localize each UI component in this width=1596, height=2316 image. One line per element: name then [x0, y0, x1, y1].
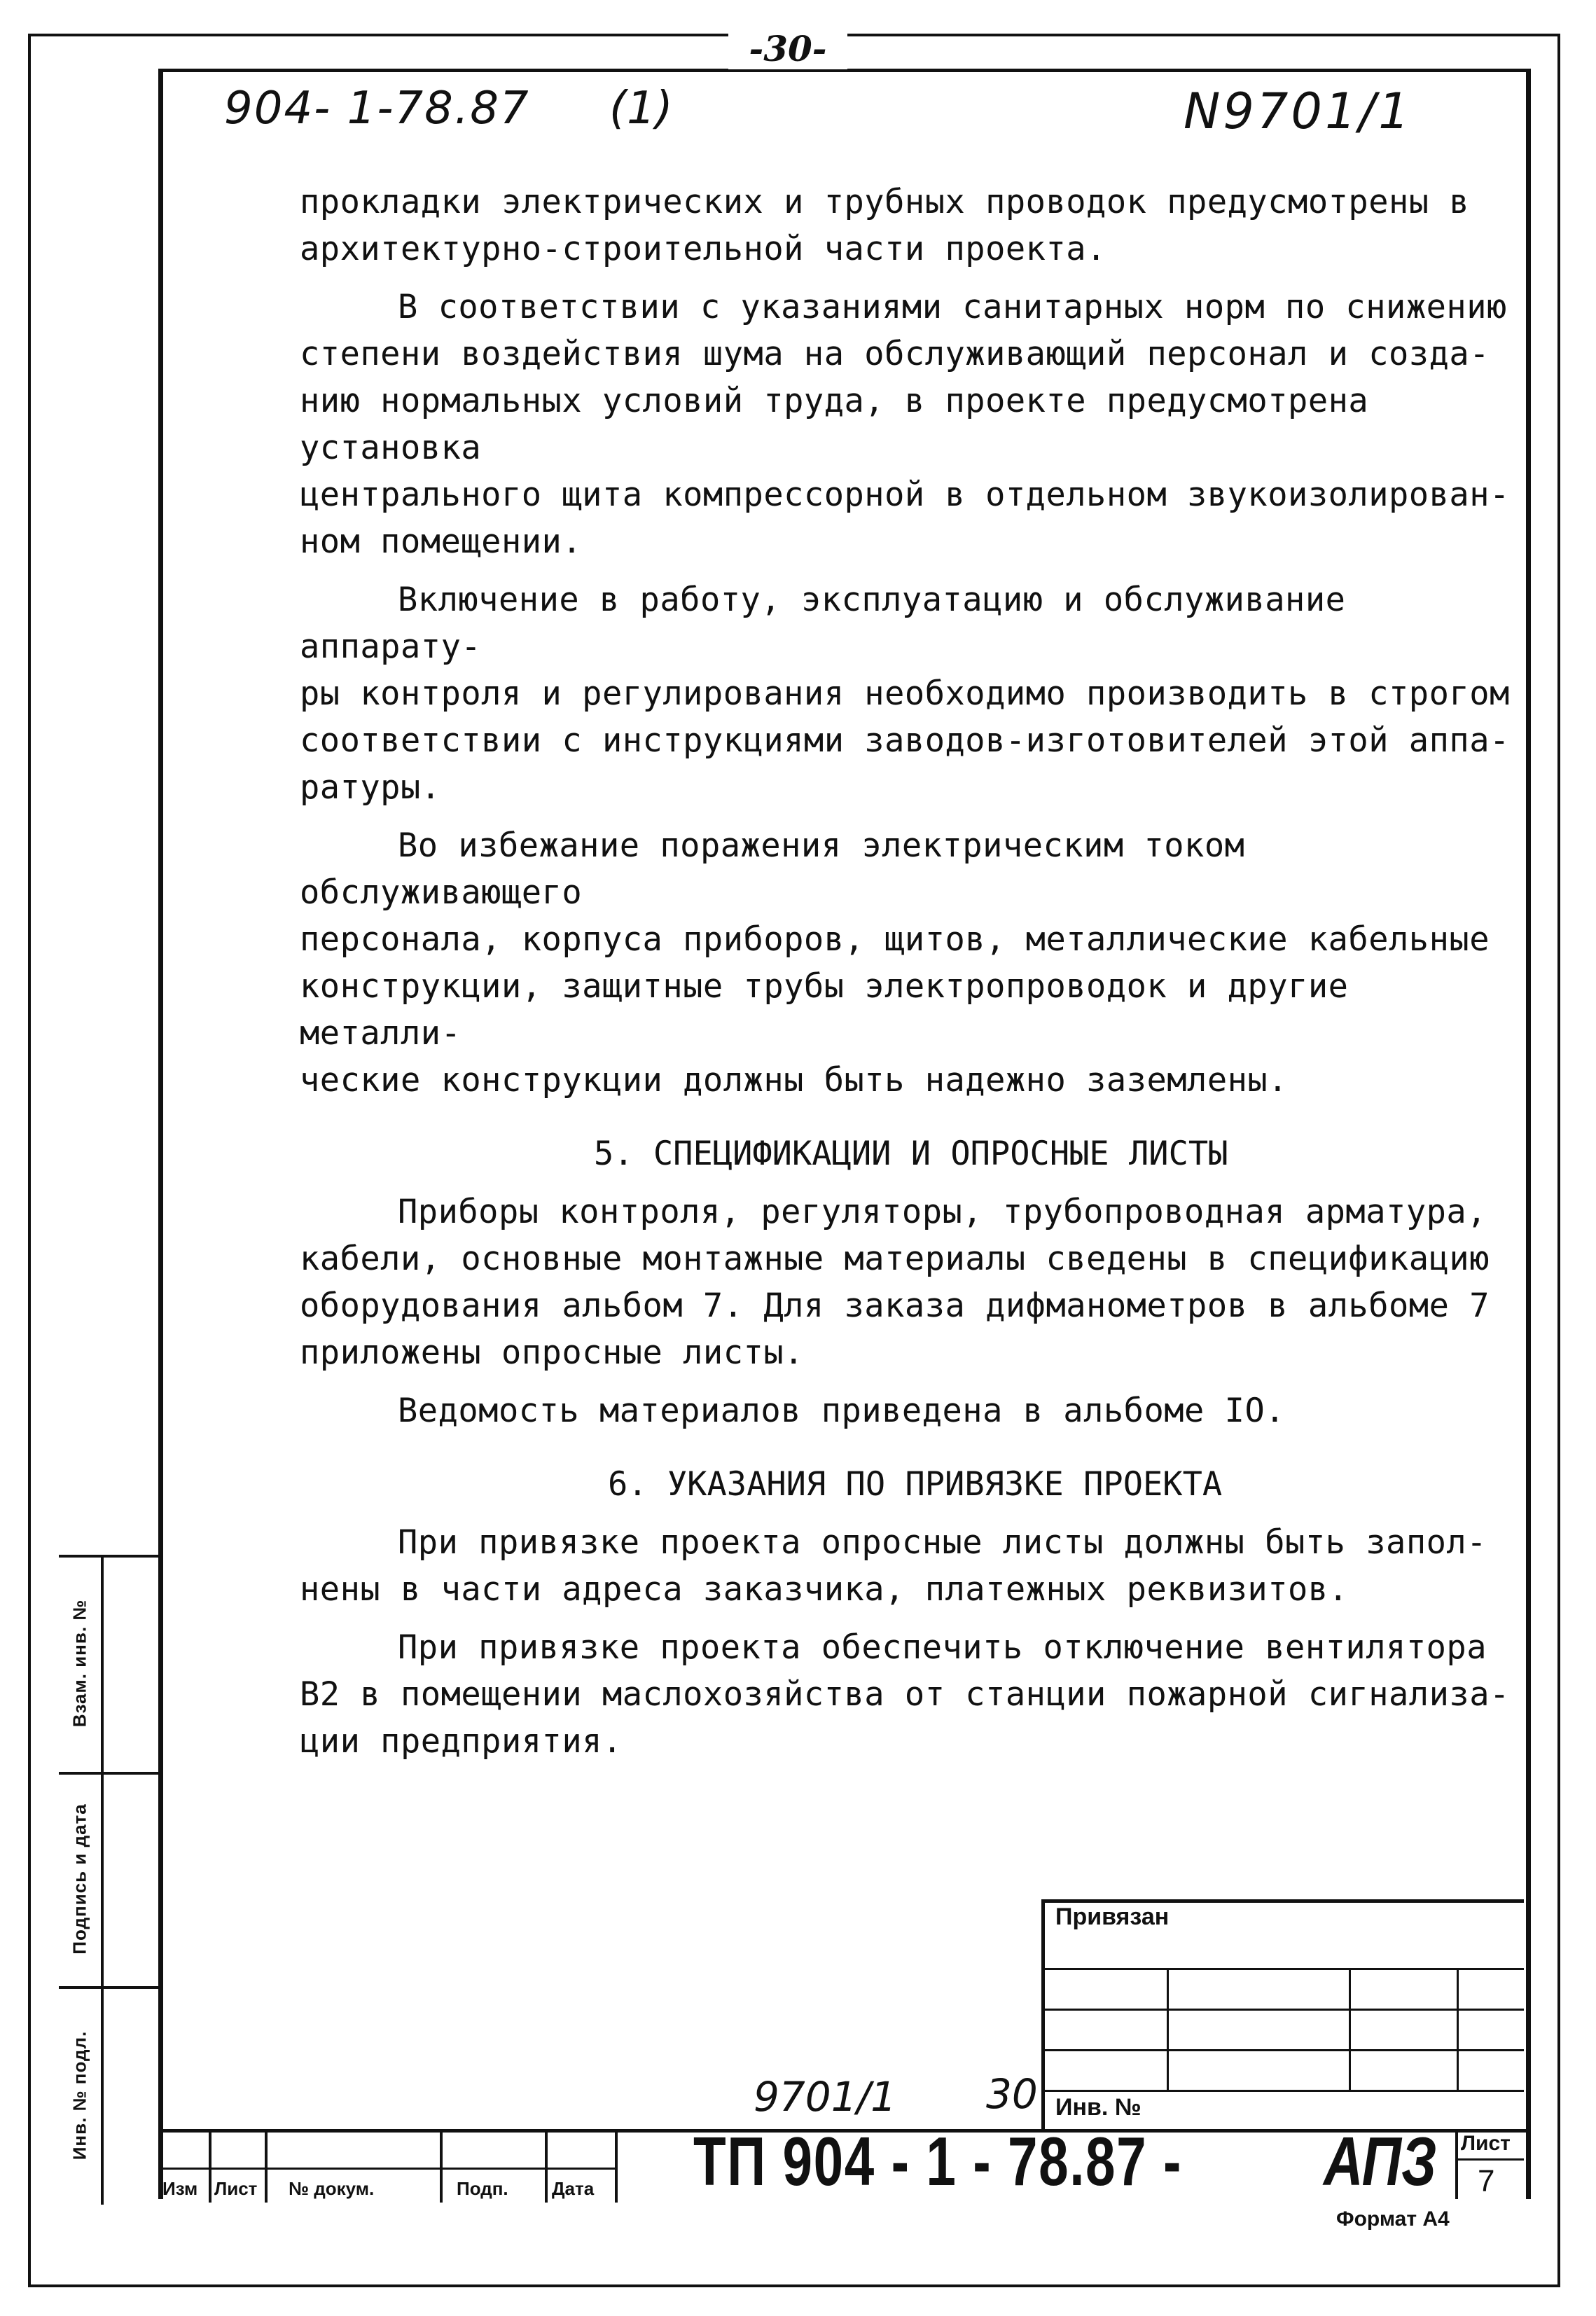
paragraph: прокладки электрических и трубных проводок предусмотрены в архитектурно-строительной части проекта.: [300, 183, 1470, 268]
privyazan-col-line: [1349, 1968, 1351, 2090]
title-col-line: [548, 2168, 615, 2170]
strip-cell-signature: [59, 1772, 158, 1986]
title-col: [158, 2133, 211, 2203]
handwritten-doc-number: N9701/1: [1184, 83, 1413, 140]
handwritten-bottom-number: 9701/1: [754, 2073, 897, 2121]
col-label-doc: № докум.: [289, 2178, 375, 2199]
sheet-label: Лист: [1461, 2132, 1511, 2155]
title-col-line: [158, 2168, 209, 2170]
paragraph: В соответствии с указаниями санитарных норм по снижению степени воздействия шума на обслуживающий персонал и созда- нию нормальных условий труда, в проекте предусмотрена установка центрального щита компрессорной в отдельном звукоизолирован- ном помещении.: [300, 288, 1510, 561]
handwritten-doc-code: 904- 1-78.87: [224, 83, 530, 134]
sheet-divider: [1455, 2158, 1524, 2161]
side-strip: [59, 1555, 158, 2205]
sheet-value: 7: [1478, 2164, 1495, 2198]
document-code: ТП 904 - 1 - 78.87 -: [693, 2123, 1182, 2200]
title-col-line: [211, 2168, 265, 2170]
privyazan-col-line: [1457, 1968, 1459, 2090]
page-number: -30-: [728, 28, 847, 69]
title-col: [443, 2133, 548, 2203]
section-6-heading: 6. УКАЗАНИЯ ПО ПРИВЯЗКЕ ПРОЕКТА: [608, 1465, 1223, 1504]
col-label-izm: Изм: [162, 2178, 198, 2199]
title-col-line: [443, 2168, 545, 2170]
strip-label-cell: [59, 1986, 104, 2205]
paragraph: Ведомость материалов приведена в альбоме IO.: [398, 1392, 1286, 1430]
title-col: [548, 2133, 618, 2203]
title-col: [211, 2133, 268, 2203]
privyazan-row-line: [1045, 1968, 1524, 1970]
privyazan-row-line: [1045, 2049, 1524, 2051]
strip-label-signature: Подпись и дата: [69, 1803, 90, 1955]
paragraph: При привязке проекта опросные листы должны быть запол- нены в части адреса заказчика, платежных реквизитов.: [300, 1523, 1487, 1609]
handwritten-mark: (1): [609, 83, 673, 134]
privyazan-row-line: [1045, 2090, 1524, 2092]
document-code-suffix: АПЗ: [1324, 2123, 1437, 2200]
col-label-sign: Подп.: [457, 2178, 508, 2199]
col-label-date: Дата: [552, 2178, 595, 2199]
inventory-label: Инв. №: [1055, 2094, 1142, 2121]
handwritten-bottom-sheet: 30: [986, 2070, 1038, 2118]
privyazan-label: Привязан: [1055, 1904, 1170, 1930]
paragraph: Во избежание поражения электрическим током обслуживающего персонала, корпуса приборов, щитов, металлические кабельные конструкции, защитные трубы электропроводок и другие металли- ческие конструкции должны быть надежно заземлены.: [300, 826, 1490, 1100]
format-label: Формат А4: [1336, 2207, 1450, 2231]
col-label-list: Лист: [214, 2178, 258, 2199]
paragraph: При привязке проекта обеспечить отключение вентилятора В2 в помещении маслохозяйства от станции пожарной сигнализа- ции предприятия.: [300, 1628, 1510, 1761]
privyazan-row-line: [1045, 2009, 1524, 2011]
strip-label-inventory: Инв. № подл.: [69, 2030, 90, 2161]
strip-cell-replacement: [59, 1555, 158, 1772]
title-col: [268, 2133, 443, 2203]
paragraph: Приборы контроля, регуляторы, трубопроводная арматура, кабели, основные монтажные материалы сведены в спецификацию оборудования альбом 7. Для заказа дифманометров в альбоме 7 приложены опросные листы.: [300, 1193, 1490, 1372]
paragraph: Включение в работу, эксплуатацию и обслуживание аппарату- ры контроля и регулирования необходимо производить в строгом соответствии с инструкциями заводов-изготовителей этой аппа- ратуры.: [300, 581, 1510, 807]
strip-label-cell: [59, 1555, 104, 1772]
strip-cell-inventory: [59, 1986, 158, 2205]
body-text: [300, 179, 1518, 1776]
strip-label-cell: [59, 1772, 104, 1986]
strip-label-replacement: Взам. инв. №: [69, 1599, 90, 1728]
section-5-heading: 5. СПЕЦИФИКАЦИИ И ОПРОСНЫЕ ЛИСТЫ: [594, 1135, 1228, 1173]
privyazan-col-line: [1167, 1968, 1169, 2090]
title-col-line: [268, 2168, 440, 2170]
